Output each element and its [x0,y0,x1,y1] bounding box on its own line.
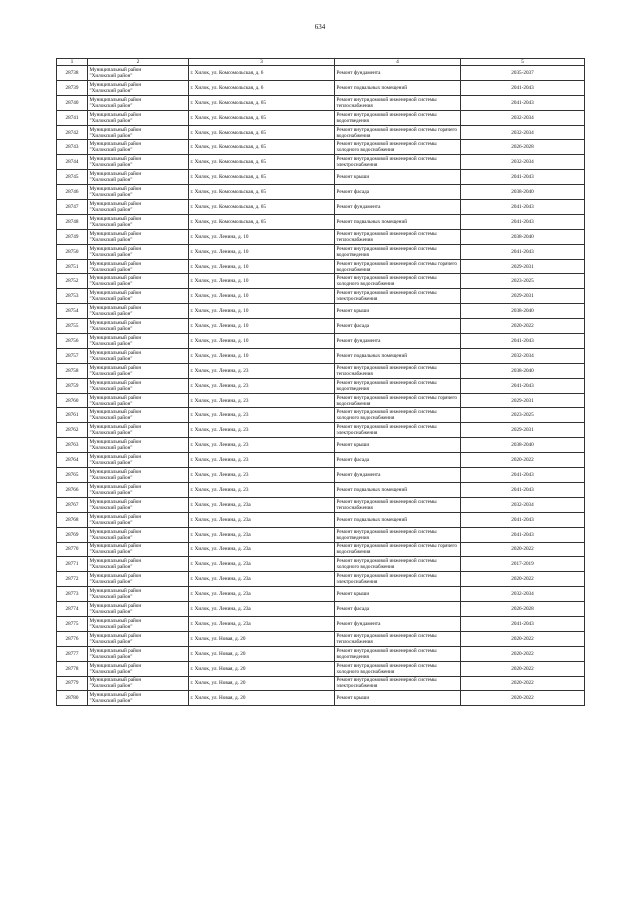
district-cell: Муниципальный район "Хилокский район" [88,259,189,274]
work-type-cell: Ремонт внутридомовой инженерной системы холодного водоснабжения [335,274,461,289]
address-cell: г. Хилок, ул. Комсомольская, д. 6 [189,80,335,95]
table-row [57,140,585,155]
work-type-cell: Ремонт внутридомовой инженерной системы теплоснабжения [335,497,461,512]
district-cell: Муниципальный район "Хилокский район" [88,691,189,706]
district-cell: Муниципальный район "Хилокский район" [88,453,189,468]
table-row [57,170,585,185]
period-cell: 2020-2022 [461,572,585,587]
district-cell: Муниципальный район "Хилокский район" [88,363,189,378]
table-row [57,348,585,363]
district-cell: Муниципальный район "Хилокский район" [88,527,189,542]
period-cell: 2023-2025 [461,408,585,423]
district-cell: Муниципальный район "Хилокский район" [88,587,189,602]
address-cell: г. Хилок, ул. Комсомольская, д. 65 [189,95,335,110]
row-number: 28750 [57,244,88,259]
work-type-cell: Ремонт подвальных помещений [335,482,461,497]
address-cell: г. Хилок, ул. Ленина, д. 23 [189,468,335,483]
column-header: 5 [461,59,585,66]
row-number: 28752 [57,274,88,289]
address-cell: г. Хилок, ул. Ленина, д. 23 [189,363,335,378]
table-row [57,587,585,602]
district-cell: Муниципальный район "Хилокский район" [88,542,189,557]
work-type-cell: Ремонт внутридомовой инженерной системы водоотведения [335,646,461,661]
row-number: 28747 [57,200,88,215]
address-cell: г. Хилок, ул. Комсомольская, д. 65 [189,200,335,215]
table-row [57,393,585,408]
table-row [57,80,585,95]
work-type-cell: Ремонт подвальных помещений [335,348,461,363]
period-cell: 2032-2034 [461,155,585,170]
period-cell: 2041-2043 [461,527,585,542]
row-number: 28744 [57,155,88,170]
row-number: 28739 [57,80,88,95]
page-number: 634 [314,23,326,31]
row-number: 28748 [57,214,88,229]
address-cell: г. Хилок, ул. Ленина, д. 10 [189,319,335,334]
row-number: 28779 [57,676,88,691]
period-cell: 2038-2040 [461,304,585,319]
column-header: 3 [189,59,335,66]
address-cell: г. Хилок, ул. Комсомольская, д. 65 [189,125,335,140]
address-cell: г. Хилок, ул. Ленина, д. 23а [189,587,335,602]
period-cell: 2041-2043 [461,616,585,631]
district-cell: Муниципальный район "Хилокский район" [88,170,189,185]
address-cell: г. Хилок, ул. Ленина, д. 10 [189,244,335,259]
work-type-cell: Ремонт внутридомовой инженерной системы электроснабжения [335,676,461,691]
district-cell: Муниципальный район "Хилокский район" [88,229,189,244]
period-cell: 2020-2022 [461,453,585,468]
work-type-cell: Ремонт крыши [335,304,461,319]
address-cell: г. Хилок, ул. Новая, д. 20 [189,631,335,646]
address-cell: г. Хилок, ул. Ленина, д. 23 [189,438,335,453]
row-number: 28741 [57,110,88,125]
work-type-cell: Ремонт фундамента [335,616,461,631]
work-type-cell: Ремонт фасада [335,185,461,200]
district-cell: Муниципальный район "Хилокский район" [88,200,189,215]
row-number: 28740 [57,95,88,110]
district-cell: Муниципальный район "Хилокский район" [88,155,189,170]
address-cell: г. Хилок, ул. Ленина, д. 23 [189,408,335,423]
row-number: 28745 [57,170,88,185]
work-type-cell: Ремонт внутридомовой инженерной системы электроснабжения [335,572,461,587]
table-row [57,95,585,110]
work-type-cell: Ремонт внутридомовой инженерной системы водоотведения [335,378,461,393]
row-number: 28757 [57,348,88,363]
table-row [57,378,585,393]
period-cell: 2026-2028 [461,140,585,155]
table-row [57,542,585,557]
district-cell: Муниципальный район "Хилокский район" [88,125,189,140]
district-cell: Муниципальный район "Хилокский район" [88,378,189,393]
period-cell: 2029-2031 [461,259,585,274]
work-type-cell: Ремонт крыши [335,691,461,706]
district-cell: Муниципальный район "Хилокский район" [88,572,189,587]
district-cell: Муниципальный район "Хилокский район" [88,348,189,363]
row-number: 28768 [57,512,88,527]
work-type-cell: Ремонт крыши [335,438,461,453]
period-cell: 2029-2031 [461,423,585,438]
district-cell: Муниципальный район "Хилокский район" [88,393,189,408]
period-cell: 2032-2034 [461,125,585,140]
work-type-cell: Ремонт внутридомовой инженерной системы горячего водоснабжения [335,542,461,557]
address-cell: г. Хилок, ул. Комсомольская, д. 65 [189,170,335,185]
work-type-cell: Ремонт внутридомовой инженерной системы холодного водоснабжения [335,661,461,676]
period-cell: 2029-2031 [461,393,585,408]
column-header: 2 [88,59,189,66]
table-row [57,676,585,691]
period-cell: 2041-2043 [461,244,585,259]
work-type-cell: Ремонт внутридомовой инженерной системы холодного водоснабжения [335,557,461,572]
row-number: 28773 [57,587,88,602]
row-number: 28778 [57,661,88,676]
table-row [57,125,585,140]
district-cell: Муниципальный район "Хилокский район" [88,646,189,661]
address-cell: г. Хилок, ул. Новая, д. 20 [189,691,335,706]
address-cell: г. Хилок, ул. Ленина, д. 23 [189,378,335,393]
row-number: 28742 [57,125,88,140]
table-row [57,453,585,468]
row-number: 28738 [57,66,88,81]
address-cell: г. Хилок, ул. Ленина, д. 23а [189,542,335,557]
district-cell: Муниципальный район "Хилокский район" [88,482,189,497]
district-cell: Муниципальный район "Хилокский район" [88,676,189,691]
column-header: 4 [335,59,461,66]
period-cell: 2041-2043 [461,170,585,185]
row-number: 28775 [57,616,88,631]
row-number: 28763 [57,438,88,453]
address-cell: г. Хилок, ул. Новая, д. 20 [189,646,335,661]
work-type-cell: Ремонт подвальных помещений [335,512,461,527]
address-cell: г. Хилок, ул. Комсомольская, д. 65 [189,214,335,229]
period-cell: 2041-2043 [461,80,585,95]
period-cell: 2041-2043 [461,95,585,110]
district-cell: Муниципальный район "Хилокский район" [88,423,189,438]
work-type-cell: Ремонт фасада [335,453,461,468]
work-type-cell: Ремонт внутридомовой инженерной системы теплоснабжения [335,363,461,378]
district-cell: Муниципальный район "Хилокский район" [88,185,189,200]
address-cell: г. Хилок, ул. Ленина, д. 23а [189,497,335,512]
address-cell: г. Хилок, ул. Комсомольская, д. 65 [189,110,335,125]
period-cell: 2020-2022 [461,691,585,706]
work-type-cell: Ремонт внутридомовой инженерной системы водоотведения [335,527,461,542]
period-cell: 2041-2043 [461,468,585,483]
district-cell: Муниципальный район "Хилокский район" [88,408,189,423]
period-cell: 2032-2034 [461,497,585,512]
address-cell: г. Хилок, ул. Ленина, д. 10 [189,334,335,349]
row-number: 28764 [57,453,88,468]
row-number: 28749 [57,229,88,244]
column-header: 1 [57,59,88,66]
address-cell: г. Хилок, ул. Ленина, д. 23а [189,616,335,631]
work-type-cell: Ремонт подвальных помещений [335,80,461,95]
work-type-cell: Ремонт внутридомовой инженерной системы водоотведения [335,244,461,259]
table-body [57,66,585,706]
table-row [57,497,585,512]
work-type-cell: Ремонт внутридомовой инженерной системы электроснабжения [335,423,461,438]
work-type-cell: Ремонт внутридомовой инженерной системы холодного водоснабжения [335,408,461,423]
table-row [57,304,585,319]
period-cell: 2020-2022 [461,661,585,676]
period-cell: 2020-2022 [461,319,585,334]
period-cell: 2038-2040 [461,438,585,453]
work-type-cell: Ремонт внутридомовой инженерной системы теплоснабжения [335,95,461,110]
row-number: 28776 [57,631,88,646]
district-cell: Муниципальный район "Хилокский район" [88,289,189,304]
period-cell: 2029-2031 [461,289,585,304]
district-cell: Муниципальный район "Хилокский район" [88,334,189,349]
period-cell: 2038-2040 [461,363,585,378]
work-type-cell: Ремонт крыши [335,170,461,185]
address-cell: г. Хилок, ул. Ленина, д. 10 [189,304,335,319]
period-cell: 2038-2040 [461,185,585,200]
address-cell: г. Хилок, ул. Комсомольская, д. 6 [189,66,335,81]
repair-schedule-table [56,58,585,706]
row-number: 28777 [57,646,88,661]
district-cell: Муниципальный район "Хилокский район" [88,468,189,483]
period-cell: 2020-2022 [461,646,585,661]
table-row [57,319,585,334]
period-cell: 2032-2034 [461,110,585,125]
table-row [57,423,585,438]
row-number: 28753 [57,289,88,304]
work-type-cell: Ремонт внутридомовой инженерной системы электроснабжения [335,155,461,170]
work-type-cell: Ремонт фасада [335,602,461,617]
work-type-cell: Ремонт внутридомовой инженерной системы горячего водоснабжения [335,125,461,140]
period-cell: 2020-2022 [461,542,585,557]
row-number: 28743 [57,140,88,155]
table-row [57,512,585,527]
table-row [57,244,585,259]
work-type-cell: Ремонт внутридомовой инженерной системы холодного водоснабжения [335,140,461,155]
table-row [57,468,585,483]
table-row [57,661,585,676]
table-row [57,214,585,229]
table-row [57,527,585,542]
period-cell: 2038-2040 [461,229,585,244]
table-row [57,259,585,274]
row-number: 28760 [57,393,88,408]
row-number: 28780 [57,691,88,706]
period-cell: 2041-2043 [461,214,585,229]
district-cell: Муниципальный район "Хилокский район" [88,95,189,110]
period-cell: 2032-2034 [461,587,585,602]
period-cell: 2041-2043 [461,512,585,527]
table-row [57,408,585,423]
district-cell: Муниципальный район "Хилокский район" [88,497,189,512]
address-cell: г. Хилок, ул. Ленина, д. 23а [189,557,335,572]
row-number: 28771 [57,557,88,572]
table-row [57,602,585,617]
district-cell: Муниципальный район "Хилокский район" [88,602,189,617]
period-cell: 2041-2043 [461,200,585,215]
district-cell: Муниципальный район "Хилокский район" [88,80,189,95]
district-cell: Муниципальный район "Хилокский район" [88,304,189,319]
table-row [57,185,585,200]
table-row [57,616,585,631]
table-row [57,646,585,661]
work-type-cell: Ремонт внутридомовой инженерной системы электроснабжения [335,289,461,304]
address-cell: г. Хилок, ул. Ленина, д. 23а [189,572,335,587]
work-type-cell: Ремонт внутридомовой инженерной системы теплоснабжения [335,631,461,646]
work-type-cell: Ремонт крыши [335,587,461,602]
address-cell: г. Хилок, ул. Ленина, д. 10 [189,274,335,289]
district-cell: Муниципальный район "Хилокский район" [88,244,189,259]
table-row [57,155,585,170]
work-type-cell: Ремонт фундамента [335,66,461,81]
address-cell: г. Хилок, ул. Ленина, д. 23а [189,602,335,617]
period-cell: 2020-2022 [461,631,585,646]
district-cell: Муниципальный район "Хилокский район" [88,438,189,453]
row-number: 28758 [57,363,88,378]
work-type-cell: Ремонт внутридомовой инженерной системы горячего водоснабжения [335,259,461,274]
table-row [57,110,585,125]
period-cell: 2023-2025 [461,274,585,289]
period-cell: 2041-2043 [461,334,585,349]
address-cell: г. Хилок, ул. Ленина, д. 23а [189,512,335,527]
table-header-row [57,59,585,66]
period-cell: 2041-2043 [461,482,585,497]
table-row [57,66,585,81]
address-cell: г. Хилок, ул. Комсомольская, д. 65 [189,185,335,200]
table-row [57,229,585,244]
period-cell: 2032-2034 [461,348,585,363]
work-type-cell: Ремонт внутридомовой инженерной системы горячего водоснабжения [335,393,461,408]
row-number: 28770 [57,542,88,557]
work-type-cell: Ремонт подвальных помещений [335,214,461,229]
address-cell: г. Хилок, ул. Ленина, д. 10 [189,259,335,274]
address-cell: г. Хилок, ул. Комсомольская, д. 65 [189,140,335,155]
row-number: 28756 [57,334,88,349]
row-number: 28766 [57,482,88,497]
address-cell: г. Хилок, ул. Ленина, д. 10 [189,348,335,363]
district-cell: Муниципальный район "Хилокский район" [88,631,189,646]
row-number: 28761 [57,408,88,423]
district-cell: Муниципальный район "Хилокский район" [88,512,189,527]
row-number: 28754 [57,304,88,319]
table-row [57,274,585,289]
table-row [57,631,585,646]
table-row [57,200,585,215]
row-number: 28755 [57,319,88,334]
address-cell: г. Хилок, ул. Ленина, д. 23а [189,527,335,542]
district-cell: Муниципальный район "Хилокский район" [88,557,189,572]
work-type-cell: Ремонт фундамента [335,334,461,349]
table-row [57,334,585,349]
district-cell: Муниципальный район "Хилокский район" [88,616,189,631]
district-cell: Муниципальный район "Хилокский район" [88,319,189,334]
district-cell: Муниципальный район "Хилокский район" [88,661,189,676]
address-cell: г. Хилок, ул. Ленина, д. 10 [189,229,335,244]
address-cell: г. Хилок, ул. Ленина, д. 23 [189,393,335,408]
table-row [57,289,585,304]
address-cell: г. Хилок, ул. Ленина, д. 23 [189,482,335,497]
district-cell: Муниципальный район "Хилокский район" [88,66,189,81]
row-number: 28769 [57,527,88,542]
row-number: 28746 [57,185,88,200]
row-number: 28774 [57,602,88,617]
work-type-cell: Ремонт фундамента [335,200,461,215]
work-type-cell: Ремонт фундамента [335,468,461,483]
table-row [57,438,585,453]
row-number: 28751 [57,259,88,274]
address-cell: г. Хилок, ул. Комсомольская, д. 65 [189,155,335,170]
district-cell: Муниципальный район "Хилокский район" [88,110,189,125]
district-cell: Муниципальный район "Хилокский район" [88,140,189,155]
table-row [57,572,585,587]
period-cell: 2035-2037 [461,66,585,81]
work-type-cell: Ремонт фасада [335,319,461,334]
table-row [57,557,585,572]
period-cell: 2026-2028 [461,602,585,617]
district-cell: Муниципальный район "Хилокский район" [88,214,189,229]
table-row [57,482,585,497]
address-cell: г. Хилок, ул. Новая, д. 20 [189,676,335,691]
address-cell: г. Хилок, ул. Ленина, д. 23 [189,423,335,438]
period-cell: 2020-2022 [461,676,585,691]
district-cell: Муниципальный район "Хилокский район" [88,274,189,289]
row-number: 28762 [57,423,88,438]
row-number: 28765 [57,468,88,483]
table-row [57,691,585,706]
address-cell: г. Хилок, ул. Новая, д. 20 [189,661,335,676]
table-row [57,363,585,378]
row-number: 28759 [57,378,88,393]
row-number: 28767 [57,497,88,512]
row-number: 28772 [57,572,88,587]
work-type-cell: Ремонт внутридомовой инженерной системы теплоснабжения [335,229,461,244]
address-cell: г. Хилок, ул. Ленина, д. 10 [189,289,335,304]
period-cell: 2041-2043 [461,378,585,393]
address-cell: г. Хилок, ул. Ленина, д. 23 [189,453,335,468]
work-type-cell: Ремонт внутридомовой инженерной системы водоотведения [335,110,461,125]
period-cell: 2017-2019 [461,557,585,572]
